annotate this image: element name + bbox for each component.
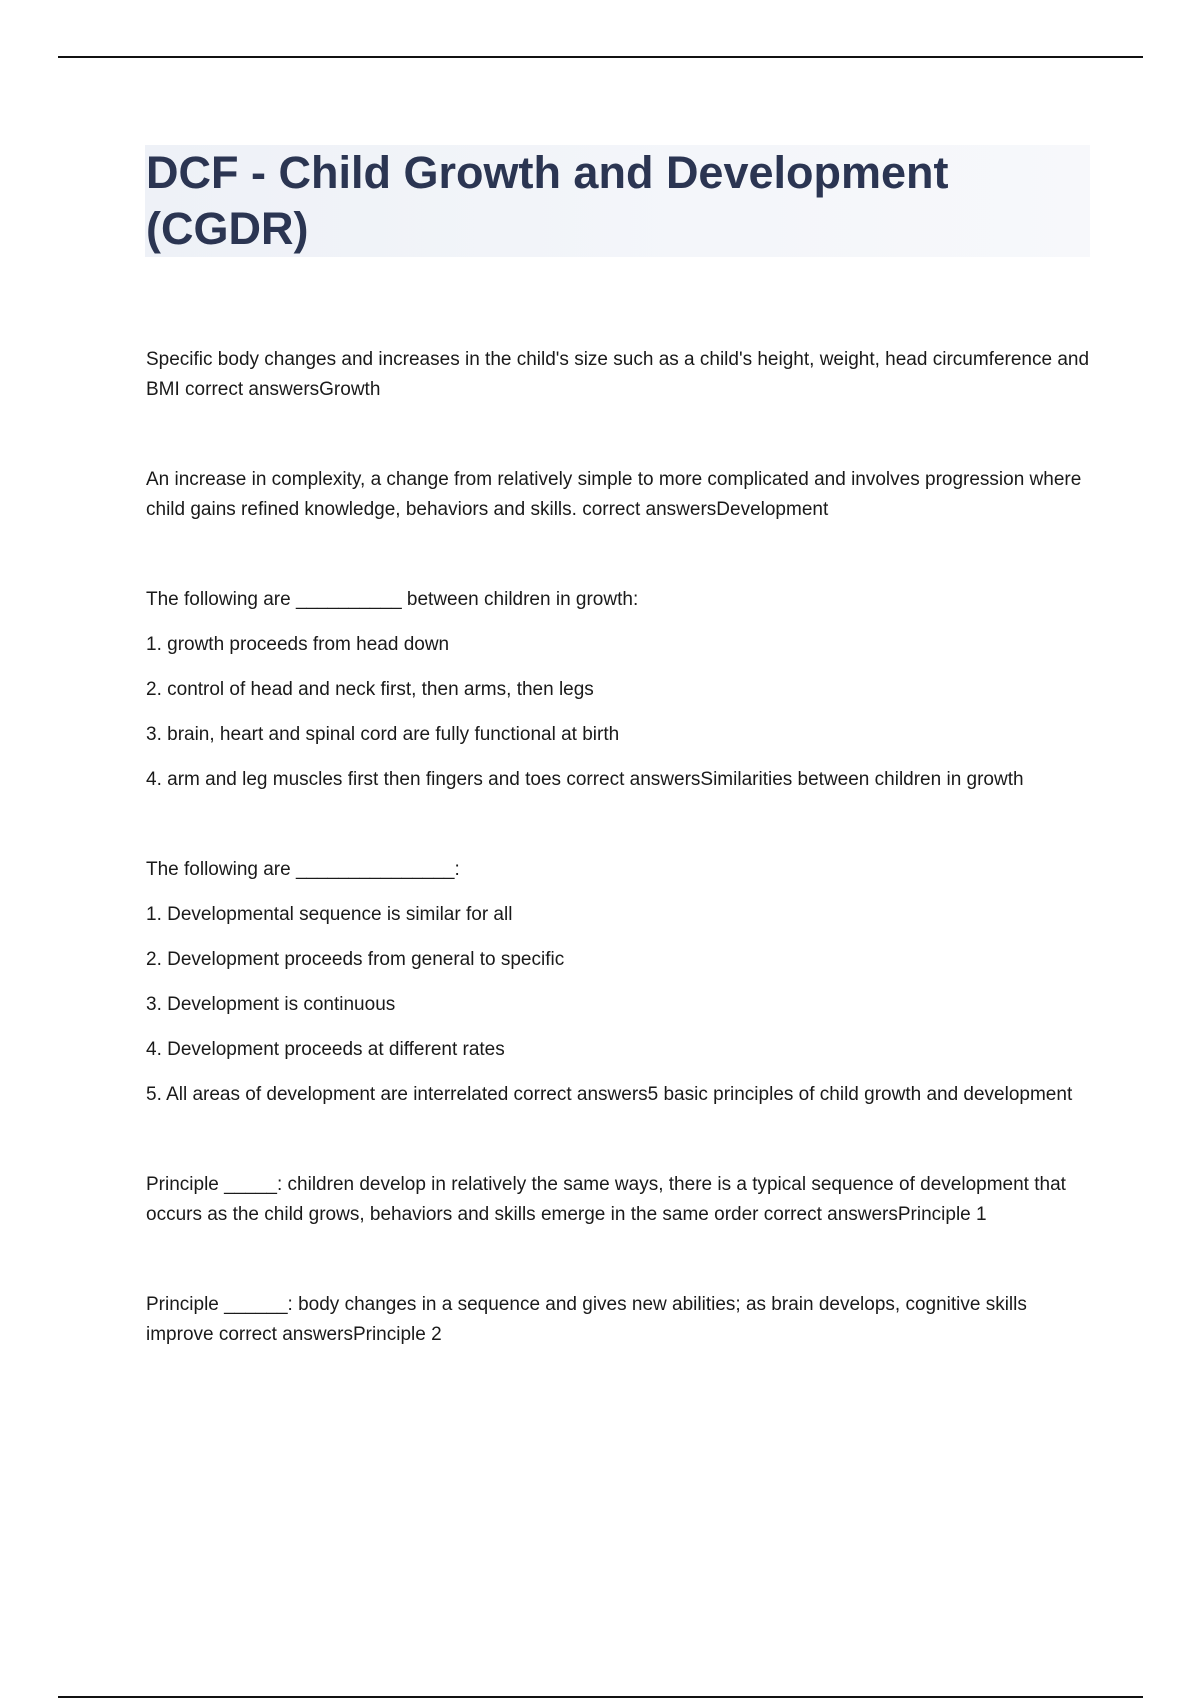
qa-list-item: 2. Development proceeds from general to specific bbox=[146, 949, 565, 970]
qa-item bbox=[146, 465, 1091, 525]
document-title: DCF - Child Growth and Development (CGDR) bbox=[146, 147, 949, 254]
qa-list-item: 3. Development is continuous bbox=[146, 994, 396, 1015]
qa-item bbox=[146, 585, 1091, 795]
qa-item bbox=[146, 1170, 1091, 1230]
qa-list-item: 1. Developmental sequence is similar for all bbox=[146, 904, 513, 925]
document-body bbox=[146, 345, 1091, 1350]
qa-item bbox=[146, 345, 1091, 405]
top-rule bbox=[58, 56, 1143, 58]
bottom-rule bbox=[58, 1696, 1143, 1698]
qa-list-item: 4. arm and leg muscles first then fingers and toes correct answersSimilarities between children in growth bbox=[146, 769, 1024, 790]
qa-list-item: 3. brain, heart and spinal cord are fully functional at birth bbox=[146, 724, 620, 745]
qa-list-item: 1. growth proceeds from head down bbox=[146, 634, 450, 655]
qa-item bbox=[146, 855, 1091, 1110]
qa-question: The following are _______________: bbox=[146, 859, 460, 880]
qa-list-item: 5. All areas of development are interrelated correct answers5 basic principles of child growth and development bbox=[146, 1084, 1073, 1105]
qa-list-item: 2. control of head and neck first, then arms, then legs bbox=[146, 679, 594, 700]
qa-text: Specific body changes and increases in the child's size such as a child's height, weight, head circumference and BMI correct answersGrowth bbox=[146, 349, 1090, 400]
qa-list-item: 4. Development proceeds at different rates bbox=[146, 1039, 505, 1060]
qa-item bbox=[146, 1290, 1091, 1350]
qa-text: Principle _____: children develop in relatively the same ways, there is a typical sequence of development that occurs as the child grows, behaviors and skills emerge in the same order correct answersPrinciple 1 bbox=[146, 1174, 1066, 1225]
qa-text: Principle ______: body changes in a sequence and gives new abilities; as brain develops, cognitive skills improve correct answersPrinciple 2 bbox=[146, 1294, 1027, 1345]
qa-text: An increase in complexity, a change from relatively simple to more complicated and involves progression where child gains refined knowledge, behaviors and skills. correct answersDevelopment bbox=[146, 469, 1082, 520]
qa-question: The following are __________ between children in growth: bbox=[146, 589, 639, 610]
